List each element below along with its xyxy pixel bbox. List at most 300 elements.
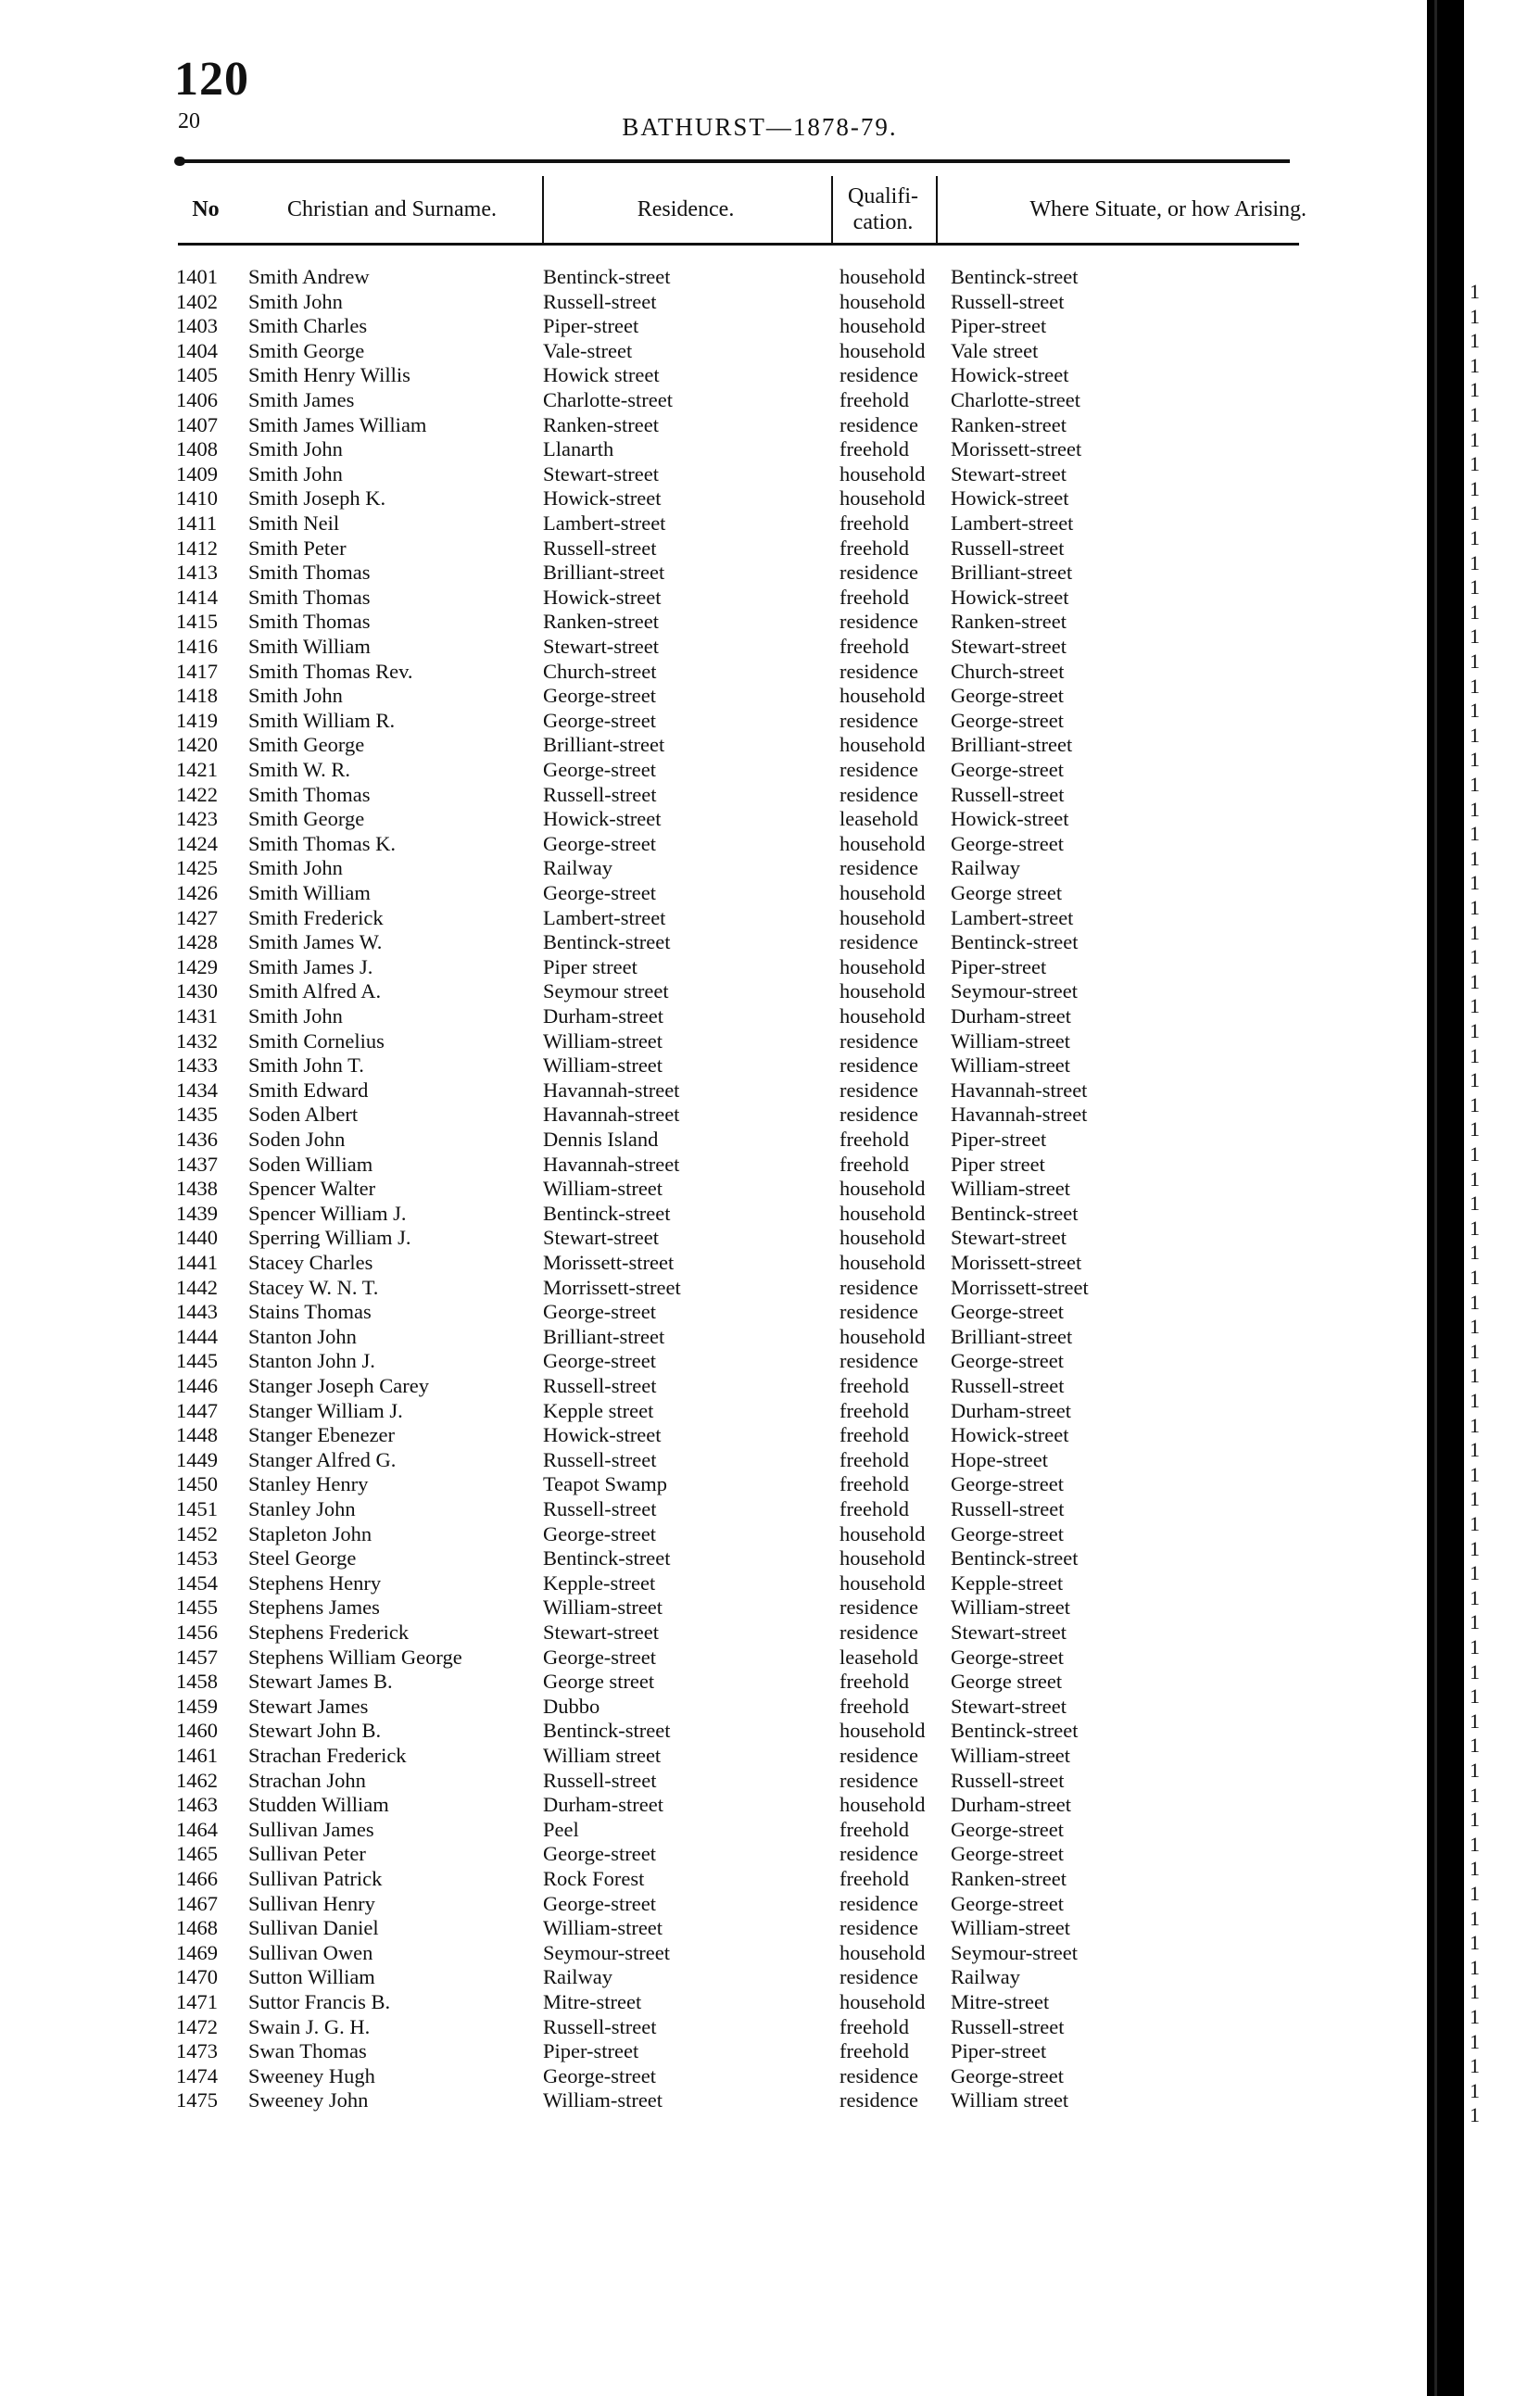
- elector-number: 1412: [176, 536, 218, 560]
- elector-number: 1432: [176, 1028, 218, 1053]
- table-row: [0, 1153, 1427, 1178]
- elector-name: Stanger Alfred G.: [248, 1447, 397, 1471]
- elector-residence: George-street: [543, 1645, 657, 1669]
- table-row: [0, 1276, 1427, 1301]
- elector-qualification: residence: [839, 1053, 918, 1078]
- elector-where-situate: Ranken-street: [951, 610, 1067, 634]
- adjacent-page-glyph: 1: [1470, 1808, 1480, 1832]
- elector-name: Smith Charles: [248, 314, 368, 338]
- adjacent-page-glyph: 1: [1470, 1438, 1480, 1462]
- elector-name: Sweeney John: [248, 2088, 369, 2112]
- elector-name: Stacey W. N. T.: [248, 1275, 379, 1299]
- adjacent-page-glyph: 1: [1470, 1832, 1480, 1856]
- table-row: [0, 807, 1427, 832]
- elector-residence: George-street: [543, 1521, 657, 1545]
- table-row: [0, 265, 1427, 290]
- elector-name: Stephens Henry: [248, 1570, 382, 1595]
- elector-qualification: residence: [839, 1768, 918, 1792]
- elector-residence: Rock Forest: [543, 1867, 645, 1890]
- table-row: [0, 1497, 1427, 1522]
- elector-qualification: household: [839, 733, 926, 757]
- elector-name: Sullivan Daniel: [248, 1916, 379, 1940]
- elector-where-situate: George-street: [951, 1349, 1065, 1373]
- elector-number: 1448: [176, 1423, 218, 1447]
- adjacent-page-glyph: 1: [1470, 846, 1480, 870]
- elector-name: Smith John: [248, 461, 343, 486]
- elector-name: Suttor Francis B.: [248, 1990, 391, 2013]
- adjacent-page-glyph: 1: [1470, 501, 1480, 525]
- table-row: [0, 1595, 1427, 1620]
- page-number: 120: [174, 53, 249, 106]
- elector-residence: Piper street: [543, 954, 637, 978]
- elector-name: Sweeney Hugh: [248, 2063, 375, 2087]
- elector-number: 1426: [176, 881, 218, 904]
- elector-name: Stewart James: [248, 1694, 369, 1718]
- adjacent-page-glyph: 1: [1470, 1364, 1480, 1388]
- adjacent-page-glyph: 1: [1470, 1241, 1480, 1265]
- adjacent-page-glyph: 1: [1470, 1759, 1480, 1782]
- adjacent-page-glyph: 1: [1470, 773, 1480, 796]
- elector-qualification: freehold: [839, 1472, 909, 1496]
- elector-qualification: residence: [839, 659, 918, 683]
- table-row: [0, 561, 1427, 586]
- adjacent-page-glyph: 1: [1470, 2054, 1480, 2078]
- table-row: [0, 1769, 1427, 1794]
- adjacent-page-glyph: 1: [1470, 1659, 1480, 1684]
- elector-qualification: residence: [839, 610, 918, 634]
- elector-qualification: household: [839, 486, 926, 511]
- adjacent-page-glyph: 1: [1470, 2103, 1480, 2127]
- elector-number: 1422: [176, 782, 218, 806]
- elector-where-situate: George street: [951, 1670, 1063, 1694]
- elector-residence: Russell-street: [543, 1374, 657, 1397]
- elector-number: 1466: [176, 1867, 218, 1890]
- elector-number: 1451: [176, 1497, 218, 1520]
- elector-where-situate: Vale street: [951, 338, 1039, 362]
- elector-number: 1401: [176, 265, 218, 288]
- table-row: [0, 339, 1427, 364]
- elector-residence: George-street: [543, 708, 657, 732]
- table-row: [0, 413, 1427, 438]
- adjacent-page-glyph: 1: [1470, 304, 1480, 328]
- elector-where-situate: Piper-street: [951, 954, 1047, 978]
- elector-qualification: residence: [839, 363, 918, 387]
- elector-where-situate: George-street: [951, 831, 1065, 855]
- elector-residence: Teapot Swamp: [543, 1472, 668, 1496]
- elector-qualification: household: [839, 1940, 926, 1964]
- elector-qualification: household: [839, 881, 926, 904]
- elector-name: Smith W. R.: [248, 758, 351, 781]
- adjacent-page-glyph: 1: [1470, 969, 1480, 993]
- adjacent-page-glyph: 1: [1470, 353, 1480, 377]
- elector-name: Smith James W.: [248, 930, 383, 954]
- table-row: [0, 1128, 1427, 1153]
- elector-residence: Morissett-street: [543, 1251, 675, 1274]
- elector-qualification: freehold: [839, 511, 909, 535]
- elector-name: Smith Edward: [248, 1078, 369, 1102]
- adjacent-page-glyph: 1: [1470, 1734, 1480, 1758]
- elector-where-situate: Piper-street: [951, 314, 1047, 338]
- elector-name: Stewart James B.: [248, 1670, 393, 1694]
- table-row: [0, 314, 1427, 339]
- elector-qualification: freehold: [839, 635, 909, 658]
- elector-number: 1473: [176, 2039, 218, 2063]
- adjacent-page-glyph: 1: [1470, 1783, 1480, 1807]
- adjacent-page-glyph: 1: [1470, 871, 1480, 895]
- table-row: [0, 437, 1427, 462]
- elector-where-situate: William-street: [951, 1595, 1071, 1620]
- elector-residence: Howick-street: [543, 807, 662, 831]
- adjacent-page-glyph: 1: [1470, 1857, 1480, 1881]
- elector-number: 1441: [176, 1251, 218, 1274]
- elector-name: Soden Albert: [248, 1103, 359, 1127]
- elector-residence: Brilliant-street: [543, 733, 665, 757]
- elector-where-situate: George-street: [951, 1521, 1065, 1545]
- elector-where-situate: George-street: [951, 758, 1065, 781]
- elector-number: 1467: [176, 1891, 218, 1915]
- elector-number: 1416: [176, 635, 218, 658]
- elector-where-situate: Morissett-street: [951, 1251, 1082, 1274]
- elector-where-situate: Durham-street: [951, 1004, 1071, 1028]
- table-row: [0, 462, 1427, 487]
- elector-number: 1406: [176, 388, 218, 411]
- column-header-qualification: Qualifi- cation.: [848, 184, 918, 234]
- elector-name: Smith William: [248, 881, 371, 904]
- elector-name: Smith George: [248, 807, 365, 831]
- page-edge-shadow: [1434, 0, 1437, 2396]
- elector-residence: Ranken-street: [543, 412, 659, 436]
- elector-name: Stephens William George: [248, 1645, 462, 1669]
- table-row: [0, 783, 1427, 808]
- elector-where-situate: Seymour-street: [951, 979, 1079, 1003]
- elector-where-situate: Howick-street: [951, 1423, 1069, 1447]
- elector-name: Smith John: [248, 437, 343, 461]
- elector-number: 1402: [176, 289, 218, 313]
- elector-name: Sullivan Henry: [248, 1891, 375, 1915]
- elector-name: Smith Joseph K.: [248, 486, 386, 511]
- table-row: [0, 1990, 1427, 2015]
- adjacent-page-glyph: 1: [1470, 329, 1480, 353]
- column-header-residence: Residence.: [637, 197, 735, 222]
- elector-qualification: household: [839, 1251, 926, 1274]
- elector-where-situate: Bentinck-street: [951, 1201, 1079, 1225]
- table-row: [0, 2064, 1427, 2089]
- elector-where-situate: Bentinck-street: [951, 265, 1079, 288]
- elector-number: 1436: [176, 1128, 218, 1151]
- elector-number: 1465: [176, 1842, 218, 1866]
- elector-name: Smith John: [248, 856, 343, 880]
- table-row: [0, 1842, 1427, 1867]
- elector-number: 1403: [176, 314, 218, 338]
- elector-residence: Durham-street: [543, 1793, 663, 1817]
- elector-residence: Railway: [543, 1965, 612, 1989]
- adjacent-page-glyph: 1: [1470, 797, 1480, 821]
- elector-number: 1427: [176, 905, 218, 929]
- elector-qualification: residence: [839, 1028, 918, 1053]
- elector-residence: Stewart-street: [543, 1620, 659, 1644]
- elector-number: 1463: [176, 1793, 218, 1817]
- table-row: [0, 1941, 1427, 1966]
- elector-number: 1415: [176, 610, 218, 634]
- elector-name: Spencer Walter: [248, 1177, 376, 1201]
- elector-number: 1454: [176, 1570, 218, 1595]
- elector-where-situate: Howick-street: [951, 807, 1069, 831]
- elector-name: Stapleton John: [248, 1521, 372, 1545]
- adjacent-page-glyph: 1: [1470, 1684, 1480, 1709]
- elector-number: 1464: [176, 1817, 218, 1841]
- elector-qualification: household: [839, 1177, 926, 1201]
- elector-name: Stacey Charles: [248, 1251, 373, 1274]
- elector-name: Smith Thomas: [248, 585, 371, 609]
- adjacent-page-glyph: 1: [1470, 1931, 1480, 1955]
- elector-where-situate: William-street: [951, 1053, 1071, 1078]
- adjacent-page-glyph: 1: [1470, 476, 1480, 500]
- elector-name: Sullivan Owen: [248, 1940, 373, 1964]
- elector-name: Stephens Frederick: [248, 1620, 410, 1644]
- elector-residence: Kepple-street: [543, 1570, 656, 1595]
- elector-where-situate: William-street: [951, 1177, 1071, 1201]
- table-row: [0, 1916, 1427, 1941]
- elector-where-situate: George-street: [951, 684, 1065, 708]
- elector-number: 1409: [176, 461, 218, 486]
- adjacent-page-glyph: 1: [1470, 427, 1480, 451]
- elector-qualification: leasehold: [839, 1645, 918, 1669]
- elector-name: Smith Alfred A.: [248, 979, 382, 1003]
- table-row: [0, 906, 1427, 931]
- elector-qualification: household: [839, 684, 926, 708]
- elector-residence: George-street: [543, 881, 657, 904]
- elector-qualification: household: [839, 461, 926, 486]
- elector-name: Smith James J.: [248, 954, 373, 978]
- elector-qualification: freehold: [839, 437, 909, 461]
- elector-name: Smith Henry Willis: [248, 363, 410, 387]
- table-row: [0, 1029, 1427, 1054]
- elector-number: 1444: [176, 1324, 218, 1348]
- elector-qualification: household: [839, 831, 926, 855]
- elector-number: 1446: [176, 1374, 218, 1397]
- adjacent-page-glyph: 1: [1470, 994, 1480, 1018]
- elector-where-situate: Railway: [951, 1965, 1020, 1989]
- elector-number: 1419: [176, 708, 218, 732]
- elector-residence: George-street: [543, 2063, 657, 2087]
- adjacent-page-glyph: 1: [1470, 1610, 1480, 1634]
- elector-residence: William-street: [543, 1595, 663, 1620]
- elector-where-situate: George-street: [951, 708, 1065, 732]
- elector-where-situate: George-street: [951, 1891, 1065, 1915]
- table-row: [0, 1646, 1427, 1671]
- elector-where-situate: Piper-street: [951, 2039, 1047, 2063]
- elector-qualification: freehold: [839, 1152, 909, 1176]
- elector-number: 1417: [176, 659, 218, 683]
- elector-name: Spencer William J.: [248, 1201, 407, 1225]
- elector-where-situate: Kepple-street: [951, 1570, 1064, 1595]
- adjacent-page-glyph: 1: [1470, 624, 1480, 649]
- elector-where-situate: George-street: [951, 1300, 1065, 1324]
- elector-where-situate: Durham-street: [951, 1793, 1071, 1817]
- elector-name: Smith George: [248, 733, 365, 757]
- elector-number: 1472: [176, 2014, 218, 2038]
- elector-where-situate: Brilliant-street: [951, 733, 1073, 757]
- elector-where-situate: Ranken-street: [951, 1867, 1067, 1890]
- elector-number: 1413: [176, 561, 218, 585]
- table-row: [0, 486, 1427, 511]
- adjacent-page-glyph: 1: [1470, 1339, 1480, 1363]
- elector-number: 1449: [176, 1447, 218, 1471]
- elector-residence: George street: [543, 1670, 655, 1694]
- elector-residence: Bentinck-street: [543, 1546, 671, 1570]
- elector-number: 1421: [176, 758, 218, 781]
- table-row: [0, 1867, 1427, 1892]
- elector-qualification: household: [839, 1570, 926, 1595]
- table-row: [0, 1226, 1427, 1251]
- elector-qualification: freehold: [839, 2014, 909, 2038]
- adjacent-page-glyph: 1: [1470, 674, 1480, 698]
- elector-residence: Howick-street: [543, 1423, 662, 1447]
- elector-number: 1468: [176, 1916, 218, 1940]
- elector-residence: Howick-street: [543, 486, 662, 511]
- elector-residence: William-street: [543, 1028, 663, 1053]
- elector-qualification: residence: [839, 1842, 918, 1866]
- adjacent-page-glyph: 1: [1470, 1413, 1480, 1437]
- adjacent-page-glyph: 1: [1470, 1561, 1480, 1585]
- elector-qualification: household: [839, 1521, 926, 1545]
- elector-qualification: residence: [839, 1275, 918, 1299]
- elector-residence: George-street: [543, 1349, 657, 1373]
- elector-where-situate: Lambert-street: [951, 511, 1074, 535]
- adjacent-page-glyph: 1: [1470, 1019, 1480, 1042]
- elector-number: 1456: [176, 1620, 218, 1644]
- table-row: [0, 1546, 1427, 1571]
- elector-number: 1445: [176, 1349, 218, 1373]
- elector-name: Strachan Frederick: [248, 1744, 407, 1767]
- elector-qualification: household: [839, 265, 926, 288]
- elector-where-situate: Howick-street: [951, 363, 1069, 387]
- elector-residence: Seymour street: [543, 979, 669, 1003]
- adjacent-page-glyph: 1: [1470, 1216, 1480, 1240]
- elector-where-situate: William-street: [951, 1028, 1071, 1053]
- table-row: [0, 1251, 1427, 1276]
- elector-qualification: freehold: [839, 1374, 909, 1397]
- table-row: [0, 1744, 1427, 1769]
- elector-number: 1434: [176, 1078, 218, 1102]
- table-row: [0, 290, 1427, 315]
- elector-qualification: residence: [839, 1744, 918, 1767]
- elector-qualification: freehold: [839, 1817, 909, 1841]
- elector-qualification: residence: [839, 1916, 918, 1940]
- table-row: [0, 363, 1427, 388]
- elector-where-situate: George-street: [951, 1472, 1065, 1496]
- adjacent-page-glyph: 1: [1470, 1068, 1480, 1092]
- table-row: [0, 1423, 1427, 1448]
- elector-name: Stanton John: [248, 1324, 357, 1348]
- table-row: [0, 635, 1427, 660]
- elector-qualification: residence: [839, 1595, 918, 1620]
- elector-where-situate: Bentinck-street: [951, 1546, 1079, 1570]
- elector-where-situate: Howick-street: [951, 585, 1069, 609]
- table-row: [0, 832, 1427, 857]
- table-row: [0, 1399, 1427, 1424]
- elector-where-situate: George-street: [951, 1817, 1065, 1841]
- table-row: [0, 610, 1427, 635]
- elector-where-situate: Mitre-street: [951, 1990, 1050, 2013]
- table-row: [0, 1522, 1427, 1547]
- elector-name: Stanton John J.: [248, 1349, 375, 1373]
- table-row: [0, 979, 1427, 1004]
- elector-where-situate: Morissett-street: [951, 437, 1082, 461]
- elector-qualification: freehold: [839, 585, 909, 609]
- elector-name: Sperring William J.: [248, 1226, 411, 1250]
- elector-name: Smith Andrew: [248, 265, 370, 288]
- elector-where-situate: George-street: [951, 1645, 1065, 1669]
- elector-residence: Russell-street: [543, 1447, 657, 1471]
- elector-qualification: freehold: [839, 1398, 909, 1422]
- elector-number: 1430: [176, 979, 218, 1003]
- elector-qualification: household: [839, 1226, 926, 1250]
- elector-number: 1428: [176, 930, 218, 954]
- elector-qualification: freehold: [839, 1423, 909, 1447]
- elector-residence: Kepple street: [543, 1398, 654, 1422]
- table-row: [0, 1103, 1427, 1128]
- elector-residence: Morrissett-street: [543, 1275, 681, 1299]
- elector-number: 1438: [176, 1177, 218, 1201]
- elector-where-situate: Charlotte-street: [951, 388, 1080, 411]
- elector-qualification: freehold: [839, 536, 909, 560]
- elector-name: Smith William: [248, 635, 371, 658]
- elector-name: Smith Peter: [248, 536, 347, 560]
- elector-residence: William-street: [543, 1053, 663, 1078]
- elector-qualification: residence: [839, 561, 918, 585]
- adjacent-page-glyph: 1: [1470, 1955, 1480, 1979]
- elector-residence: Havannah-street: [543, 1152, 680, 1176]
- table-row: [0, 1300, 1427, 1325]
- table-row: [0, 1448, 1427, 1473]
- table-row: [0, 733, 1427, 758]
- elector-residence: William-street: [543, 2088, 663, 2112]
- elector-number: 1420: [176, 733, 218, 757]
- table-row: [0, 1892, 1427, 1917]
- table-row: [0, 1374, 1427, 1399]
- elector-name: Smith Thomas Rev.: [248, 659, 413, 683]
- elector-qualification: household: [839, 1990, 926, 2013]
- elector-residence: William-street: [543, 1177, 663, 1201]
- elector-where-situate: Stewart-street: [951, 1694, 1067, 1718]
- elector-number: 1452: [176, 1521, 218, 1545]
- elector-number: 1475: [176, 2088, 218, 2112]
- table-row: [0, 536, 1427, 561]
- adjacent-page-glyph: 1: [1470, 945, 1480, 969]
- elector-name: Steel George: [248, 1546, 357, 1570]
- table-row: [0, 586, 1427, 611]
- elector-qualification: freehold: [839, 1128, 909, 1151]
- adjacent-page-glyph: 1: [1470, 1389, 1480, 1412]
- adjacent-page-glyph: 1: [1470, 1092, 1480, 1116]
- elector-where-situate: William street: [951, 2088, 1069, 2112]
- elector-qualification: household: [839, 1004, 926, 1028]
- elector-qualification: leasehold: [839, 807, 918, 831]
- elector-name: Sutton William: [248, 1965, 375, 1989]
- elector-qualification: residence: [839, 1078, 918, 1102]
- elector-residence: Howick-street: [543, 585, 662, 609]
- table-row: [0, 758, 1427, 783]
- adjacent-page-glyph: 1: [1470, 1166, 1480, 1191]
- elector-where-situate: Seymour-street: [951, 1940, 1079, 1964]
- elector-residence: George-street: [543, 1842, 657, 1866]
- elector-residence: Brilliant-street: [543, 1324, 665, 1348]
- table-row: [0, 1202, 1427, 1227]
- elector-residence: George-street: [543, 684, 657, 708]
- elector-qualification: freehold: [839, 1447, 909, 1471]
- elector-number: 1405: [176, 363, 218, 387]
